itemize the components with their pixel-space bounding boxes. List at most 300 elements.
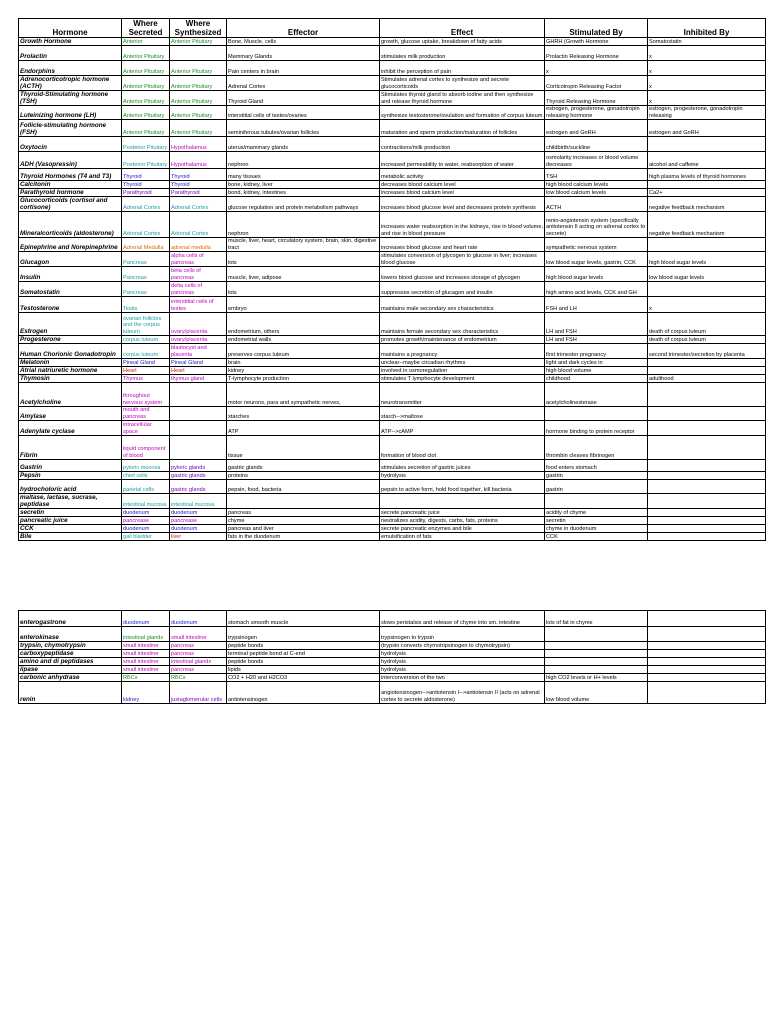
cell-where-synthesized: blastocyst and placenta: [170, 344, 227, 359]
table-row: [19, 282, 766, 297]
table-row: [19, 120, 766, 137]
cell-effect: unclear--maybe circadian rhythms: [380, 359, 545, 367]
header-effect: Effect: [380, 19, 545, 38]
cell-inhibited-by: [648, 517, 766, 525]
cell-inhibited-by: [648, 367, 766, 375]
cell-inhibited-by: [648, 682, 766, 704]
cell-hormone: Thyroid-Stimulating hormone (TSH): [19, 91, 122, 106]
cell-inhibited-by: [648, 421, 766, 436]
cell-where-synthesized: Adrenal Cortex: [170, 212, 227, 238]
cell-stimulated-by: [545, 650, 648, 658]
cell-hormone: Atrial natriuretic hormone: [19, 367, 122, 375]
cell-hormone: Fibrin: [19, 436, 122, 460]
cell-where-synthesized: duodenum: [170, 611, 227, 627]
cell-where-secreted: Pineal Gland: [122, 359, 170, 367]
cell-effect: growth, glucose uptake, breakdown of fatty acids: [380, 38, 545, 46]
cell-hormone: hydrocholoric acid: [19, 480, 122, 494]
cell-effector: T-lymphocyte production: [227, 375, 380, 383]
cell-stimulated-by: gastrin: [545, 480, 648, 494]
cell-stimulated-by: high blood sugar levels: [545, 267, 648, 282]
cell-effector: stomach smooth muscle: [227, 611, 380, 627]
cell-hormone: Luteinizing hormone (LH): [19, 106, 122, 120]
cell-inhibited-by: [648, 359, 766, 367]
cell-hormone: pancreatic juice: [19, 517, 122, 525]
cell-inhibited-by: [648, 525, 766, 533]
cell-effect: ATP-->cAMP: [380, 421, 545, 436]
cell-inhibited-by: [648, 460, 766, 472]
cell-effect: emulsification of fats: [380, 533, 545, 541]
cell-effector: embryo: [227, 297, 380, 313]
cell-stimulated-by: light and dark cycles in: [545, 359, 648, 367]
cell-stimulated-by: acetylcholinesterase: [545, 383, 648, 407]
cell-hormone: enterogastrone: [19, 611, 122, 627]
cell-where-synthesized: Anterior Pituitary: [170, 91, 227, 106]
cell-stimulated-by: LH and FSH: [545, 336, 648, 344]
cell-effect: contractions/milk production: [380, 137, 545, 152]
cell-inhibited-by: negative feedback mechanism: [648, 212, 766, 238]
hormone-table-body: [19, 38, 766, 541]
cell-where-synthesized: [170, 46, 227, 61]
cell-effector: muscle, liver, heart, circulatory system, brain, skin, digestive tract: [227, 238, 380, 252]
cell-where-secreted: Thyroid: [122, 181, 170, 189]
cell-where-secreted: intestinal glands: [122, 627, 170, 642]
cell-inhibited-by: x: [648, 91, 766, 106]
cell-where-synthesized: thymus gland: [170, 375, 227, 383]
cell-hormone: Bile: [19, 533, 122, 541]
cell-where-secreted: liquid component of blood: [122, 436, 170, 460]
table-row: [19, 61, 766, 76]
cell-stimulated-by: estrogen, progesterone, gonadotropin releasing hormone: [545, 106, 648, 120]
cell-inhibited-by: [648, 658, 766, 666]
enzyme-table-body: [19, 611, 766, 704]
table-row: [19, 375, 766, 383]
cell-hormone: Mineralcorticoids (aldosterone): [19, 212, 122, 238]
header-hormone: Hormone: [19, 19, 122, 38]
cell-hormone: Progesterone: [19, 336, 122, 344]
cell-hormone: Testosterone: [19, 297, 122, 313]
cell-effect: stimulates T lymphocyte development: [380, 375, 545, 383]
table-row: [19, 169, 766, 181]
cell-hormone: Somatostatin: [19, 282, 122, 297]
cell-inhibited-by: [648, 181, 766, 189]
cell-where-secreted: Posterior Pituitary: [122, 152, 170, 169]
cell-effector: Thyroid Gland: [227, 91, 380, 106]
cell-stimulated-by: osmolarity increases or blood volume decreases: [545, 152, 648, 169]
cell-where-synthesized: delta cells of pancreas: [170, 282, 227, 297]
cell-stimulated-by: sympathetic nervous system: [545, 238, 648, 252]
cell-where-secreted: Anterior Pituitary: [122, 120, 170, 137]
cell-where-synthesized: Anterior Pituitary: [170, 38, 227, 46]
cell-where-secreted: intestinal mucosa: [122, 494, 170, 509]
cell-inhibited-by: Ca2+: [648, 189, 766, 197]
cell-effect: hydrolysis: [380, 650, 545, 658]
cell-where-secreted: corpus luteum: [122, 344, 170, 359]
cell-stimulated-by: childbirth/suckline: [545, 137, 648, 152]
cell-where-synthesized: [170, 407, 227, 421]
cell-effector: pepsin, food, bacteria: [227, 480, 380, 494]
cell-where-secreted: parietal cells: [122, 480, 170, 494]
cell-inhibited-by: low blood sugar levels: [648, 267, 766, 282]
cell-where-synthesized: beta cells of pancreas: [170, 267, 227, 282]
cell-effect: increased permeability to water, reabsorption of water: [380, 152, 545, 169]
cell-where-secreted: Anterior: [122, 38, 170, 46]
cell-effector: bone, kidney, liver: [227, 181, 380, 189]
cell-hormone: Melatonin: [19, 359, 122, 367]
cell-stimulated-by: secretin: [545, 517, 648, 525]
cell-effector: chyme: [227, 517, 380, 525]
cell-hormone: lipase: [19, 666, 122, 674]
cell-where-secreted: kidney: [122, 682, 170, 704]
cell-effect: metabolic activity: [380, 169, 545, 181]
cell-where-synthesized: RBCs: [170, 674, 227, 682]
cell-stimulated-by: first trimester pregnancy: [545, 344, 648, 359]
cell-hormone: Endorphins: [19, 61, 122, 76]
cell-effector: proteins: [227, 472, 380, 480]
cell-effector: muscle, liver, adipose: [227, 267, 380, 282]
cell-where-secreted: Anterior Pituitary: [122, 106, 170, 120]
cell-effector: fats in the duodenum: [227, 533, 380, 541]
cell-where-synthesized: Hypothalamus: [170, 137, 227, 152]
cell-stimulated-by: acidity of chyme: [545, 509, 648, 517]
cell-where-synthesized: intestinal mucosa: [170, 494, 227, 509]
header-where-synthesized: Where Synthesized: [170, 19, 227, 38]
enzyme-table: [18, 610, 766, 704]
cell-hormone: Human Chorionic Gonadotropin: [19, 344, 122, 359]
cell-inhibited-by: high plasma levels of thyroid hormones: [648, 169, 766, 181]
cell-hormone: carbonic anhydrase: [19, 674, 122, 682]
cell-hormone: renin: [19, 682, 122, 704]
table-row: [19, 91, 766, 106]
cell-where-synthesized: gastric glands: [170, 480, 227, 494]
table-row: [19, 252, 766, 267]
cell-effector: nephron: [227, 152, 380, 169]
cell-where-synthesized: ovary/placenta: [170, 313, 227, 336]
cell-effect: stimulates secretion of gastric juices: [380, 460, 545, 472]
cell-inhibited-by: [648, 480, 766, 494]
cell-hormone: Amylase: [19, 407, 122, 421]
cell-where-secreted: Anterior Pituitary: [122, 61, 170, 76]
cell-effector: lipids: [227, 666, 380, 674]
cell-where-secreted: Adrenal Cortex: [122, 197, 170, 212]
cell-stimulated-by: [545, 407, 648, 421]
cell-where-synthesized: [170, 436, 227, 460]
cell-where-synthesized: pancrease: [170, 517, 227, 525]
cell-hormone: trypsin, chymotrypsin: [19, 642, 122, 650]
cell-where-synthesized: Thyroid: [170, 181, 227, 189]
table-row: [19, 436, 766, 460]
table-row: [19, 611, 766, 627]
cell-hormone: amino and di peptidases: [19, 658, 122, 666]
cell-effect: lowers blood glucose and increases storage of glycogen: [380, 267, 545, 282]
cell-where-secreted: Pancreas: [122, 282, 170, 297]
cell-where-synthesized: small intestine: [170, 627, 227, 642]
cell-inhibited-by: [648, 611, 766, 627]
cell-effect: increases blood glucose level and decreases protein synthesis: [380, 197, 545, 212]
cell-effector: Pain centers in brain: [227, 61, 380, 76]
cell-where-secreted: small intestine: [122, 658, 170, 666]
cell-inhibited-by: x: [648, 46, 766, 61]
cell-effector: Mammary Glands: [227, 46, 380, 61]
table-row: [19, 367, 766, 375]
cell-stimulated-by: high CO2 levels or H+ levels: [545, 674, 648, 682]
table-row: [19, 494, 766, 509]
cell-effector: peptide bonds: [227, 658, 380, 666]
cell-where-synthesized: pancreas: [170, 666, 227, 674]
cell-hormone: Prolactin: [19, 46, 122, 61]
cell-effector: brain: [227, 359, 380, 367]
cell-effect: starch-->maltose: [380, 407, 545, 421]
cell-hormone: Glucocorticoids (cortisol and cortisone): [19, 197, 122, 212]
table-row: [19, 674, 766, 682]
cell-where-secreted: small intestine: [122, 650, 170, 658]
cell-where-secreted: corpus luteum: [122, 336, 170, 344]
cell-where-synthesized: pancreas: [170, 650, 227, 658]
cell-inhibited-by: Somatostatin: [648, 38, 766, 46]
cell-hormone: ADH (Vasopressin): [19, 152, 122, 169]
cell-where-secreted: intracellular space: [122, 421, 170, 436]
cell-where-synthesized: Anterior Pituitary: [170, 120, 227, 137]
cell-hormone: Parathyroid hormone: [19, 189, 122, 197]
cell-where-secreted: small intestine: [122, 666, 170, 674]
cell-where-synthesized: gastric glands: [170, 472, 227, 480]
cell-effector: interstitial cells of testes/ovaries: [227, 106, 380, 120]
table-row: [19, 642, 766, 650]
cell-effector: motor neurons, para and sympathetic nerves,: [227, 383, 380, 407]
cell-stimulated-by: Corticotropin Releasing Factor: [545, 76, 648, 91]
cell-stimulated-by: high amino acid levels, CCK and GH: [545, 282, 648, 297]
cell-effector: preserves corpus luteum: [227, 344, 380, 359]
cell-stimulated-by: [545, 666, 648, 674]
cell-where-synthesized: pyloric glands: [170, 460, 227, 472]
cell-effector: lots: [227, 252, 380, 267]
cell-hormone: Epinephrine and Norepinephrine: [19, 238, 122, 252]
cell-stimulated-by: GHRH (Growth Hormone: [545, 38, 648, 46]
cell-stimulated-by: childhood: [545, 375, 648, 383]
table-row: [19, 152, 766, 169]
cell-effect: maintains a pregnancy: [380, 344, 545, 359]
table-row: [19, 421, 766, 436]
cell-where-secreted: Adrenal Cortex: [122, 212, 170, 238]
table-row: [19, 297, 766, 313]
cell-inhibited-by: second trimester/secretion by placenta: [648, 344, 766, 359]
cell-effector: starches: [227, 407, 380, 421]
cell-stimulated-by: [545, 494, 648, 509]
cell-inhibited-by: [648, 407, 766, 421]
cell-stimulated-by: thrombin cleaves fibrinogen: [545, 436, 648, 460]
header-where-secreted: Where Secreted: [122, 19, 170, 38]
cell-stimulated-by: [545, 658, 648, 666]
table-row: [19, 517, 766, 525]
cell-hormone: Thyroid Hormones (T4 and T3): [19, 169, 122, 181]
table-row: [19, 509, 766, 517]
cell-effect: hydrolysis: [380, 666, 545, 674]
table-row: [19, 181, 766, 189]
cell-where-synthesized: ovary/placenta: [170, 336, 227, 344]
cell-effect: (trypsin converts chymotripsinogen to chymotrypsin): [380, 642, 545, 650]
cell-where-synthesized: duodenum: [170, 525, 227, 533]
header-inhibited-by: Inhibited By: [648, 19, 766, 38]
table-row: [19, 525, 766, 533]
cell-hormone: secretin: [19, 509, 122, 517]
table-row: [19, 383, 766, 407]
cell-stimulated-by: lots of fat in chyme: [545, 611, 648, 627]
cell-inhibited-by: death of corpus luteum: [648, 313, 766, 336]
cell-where-synthesized: interstitial cells of testes: [170, 297, 227, 313]
cell-where-synthesized: adrenal medulla: [170, 238, 227, 252]
cell-inhibited-by: x: [648, 61, 766, 76]
cell-where-secreted: Anterior Pituitary: [122, 76, 170, 91]
cell-hormone: Adrenocorticotropic hormone (ACTH): [19, 76, 122, 91]
table-row: [19, 106, 766, 120]
cell-effect: slows peristalsis and release of chyme into sm. intestine: [380, 611, 545, 627]
cell-where-secreted: duodenum: [122, 509, 170, 517]
cell-where-secreted: chief cells: [122, 472, 170, 480]
hormone-table: [18, 18, 766, 541]
cell-where-synthesized: alpha cells of pancreas: [170, 252, 227, 267]
table-row: [19, 359, 766, 367]
cell-inhibited-by: [648, 282, 766, 297]
cell-effector: uterus/mammary glands: [227, 137, 380, 152]
table-row: [19, 212, 766, 238]
cell-hormone: Gastrin: [19, 460, 122, 472]
cell-effect: Stimulates adrenal cortex to synthesize and secrete glucocorticoids: [380, 76, 545, 91]
cell-inhibited-by: estrogen and GnRH: [648, 120, 766, 137]
cell-effector: bond, kidney, intestines: [227, 189, 380, 197]
cell-effector: peptide bonds: [227, 642, 380, 650]
cell-effect: hydrolysis: [380, 472, 545, 480]
cell-effector: antiotensinogen: [227, 682, 380, 704]
cell-effector: terminal peptide bond at C-end: [227, 650, 380, 658]
cell-stimulated-by: [545, 627, 648, 642]
cell-effect: neutralizes acidity, digests, carbs, fats, proteins: [380, 517, 545, 525]
cell-where-secreted: ovarian follicles and the corpus luteum: [122, 313, 170, 336]
cell-effector: gastric glands: [227, 460, 380, 472]
cell-where-synthesized: duodenum: [170, 509, 227, 517]
cell-effect: maintains female secondary sex characteristics: [380, 313, 545, 336]
table-row: [19, 480, 766, 494]
cell-where-secreted: mouth and pancreas: [122, 407, 170, 421]
cell-where-synthesized: Anterior Pituitary: [170, 61, 227, 76]
cell-where-secreted: Pancreas: [122, 267, 170, 282]
table-row: [19, 267, 766, 282]
cell-where-secreted: Pancreas: [122, 252, 170, 267]
cell-where-secreted: Thymus: [122, 375, 170, 383]
cell-effector: trypsinogen: [227, 627, 380, 642]
cell-effect: [380, 494, 545, 509]
cell-where-synthesized: intestinal glands: [170, 658, 227, 666]
cell-stimulated-by: high blood calcium levels: [545, 181, 648, 189]
cell-where-synthesized: Heart: [170, 367, 227, 375]
cell-effector: lots: [227, 282, 380, 297]
cell-stimulated-by: hormone binding to protein receptor: [545, 421, 648, 436]
cell-stimulated-by: x: [545, 61, 648, 76]
cell-where-synthesized: Hypothalamus: [170, 152, 227, 169]
cell-where-synthesized: [170, 383, 227, 407]
table-header-row: [19, 19, 766, 38]
cell-effect: interconversion of the two: [380, 674, 545, 682]
cell-effector: seminiferous tubules/ovarian follicles: [227, 120, 380, 137]
cell-effect: stimulates conversion of glycogen to glucose in liver; increases blood glucose: [380, 252, 545, 267]
cell-effect: stimulates milk production: [380, 46, 545, 61]
table-row: [19, 407, 766, 421]
cell-where-synthesized: Thyroid: [170, 169, 227, 181]
cell-where-secreted: pyloric mucosa: [122, 460, 170, 472]
cell-where-secreted: Thyroid: [122, 169, 170, 181]
cell-where-secreted: RBCs: [122, 674, 170, 682]
cell-inhibited-by: negative feedback mechanism: [648, 197, 766, 212]
cell-stimulated-by: renin-angiotensin system (specifically antiotensin II acting on adrenal cortex to secrete): [545, 212, 648, 238]
cell-effect: trypsinogen to trypsin: [380, 627, 545, 642]
cell-hormone: Estrogen: [19, 313, 122, 336]
header-stimulated-by: Stimulated By: [545, 19, 648, 38]
table-row: [19, 238, 766, 252]
cell-effect: maturation and sperm production/maturation of follicles: [380, 120, 545, 137]
cell-inhibited-by: x: [648, 297, 766, 313]
cell-inhibited-by: alcohol and caffeine: [648, 152, 766, 169]
table-row: [19, 137, 766, 152]
cell-effector: Adrenal Cortex: [227, 76, 380, 91]
cell-effect: increases blood calcium level: [380, 189, 545, 197]
cell-where-secreted: small intestine: [122, 642, 170, 650]
cell-inhibited-by: estrogen, progesterone, gonadotropin releasing: [648, 106, 766, 120]
cell-stimulated-by: low blood volume: [545, 682, 648, 704]
cell-hormone: Oxytocin: [19, 137, 122, 152]
cell-effector: [227, 494, 380, 509]
cell-effector: many tissues: [227, 169, 380, 181]
cell-inhibited-by: [648, 494, 766, 509]
header-effector: Effector: [227, 19, 380, 38]
cell-inhibited-by: [648, 238, 766, 252]
cell-where-synthesized: Pineal Gland: [170, 359, 227, 367]
table-row: [19, 460, 766, 472]
cell-effector: glucose regulation and protein metabolism pathways: [227, 197, 380, 212]
table-row: [19, 666, 766, 674]
table-row: [19, 46, 766, 61]
cell-inhibited-by: high blood sugar levels: [648, 252, 766, 267]
cell-hormone: CCK: [19, 525, 122, 533]
cell-hormone: Pepsin: [19, 472, 122, 480]
cell-where-secreted: Adrenal Medulla: [122, 238, 170, 252]
cell-hormone: Thymosin: [19, 375, 122, 383]
cell-inhibited-by: [648, 674, 766, 682]
cell-where-secreted: Anterior Pituitary: [122, 46, 170, 61]
cell-where-secreted: Testis: [122, 297, 170, 313]
cell-stimulated-by: [545, 642, 648, 650]
cell-stimulated-by: gastrin: [545, 472, 648, 480]
cell-stimulated-by: Prolactin Releasing Hormone: [545, 46, 648, 61]
cell-stimulated-by: ACTH: [545, 197, 648, 212]
cell-where-synthesized: Parathyroid: [170, 189, 227, 197]
cell-inhibited-by: death of corpus luteum: [648, 336, 766, 344]
cell-effect: secrete pancreatic enzymes and bile: [380, 525, 545, 533]
cell-stimulated-by: FSH and LH: [545, 297, 648, 313]
cell-where-secreted: duodenum: [122, 611, 170, 627]
cell-where-secreted: gall bladder: [122, 533, 170, 541]
table-row: [19, 313, 766, 336]
cell-effect: hydrolysis: [380, 658, 545, 666]
table-row: [19, 76, 766, 91]
cell-effect: formation of blood clot: [380, 436, 545, 460]
cell-effector: ATP: [227, 421, 380, 436]
cell-hormone: Adenylate cyclase: [19, 421, 122, 436]
cell-inhibited-by: [648, 533, 766, 541]
cell-where-secreted: Heart: [122, 367, 170, 375]
cell-inhibited-by: [648, 383, 766, 407]
cell-effector: kidney: [227, 367, 380, 375]
table-row: [19, 344, 766, 359]
cell-effector: nephron: [227, 212, 380, 238]
cell-effector: endometrial walls: [227, 336, 380, 344]
